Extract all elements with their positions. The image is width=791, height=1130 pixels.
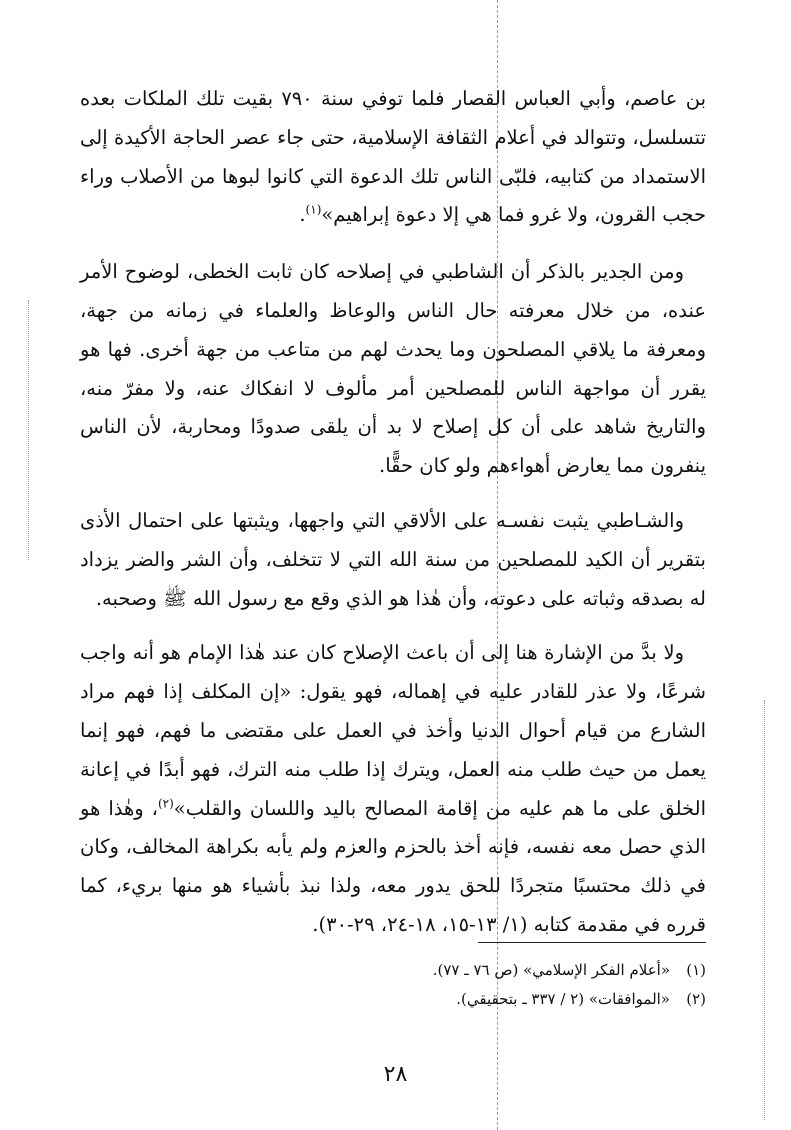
footnote-number: (٢) [686, 990, 706, 1008]
paragraph-text: والشـاطبي يثبت نفسـه على الألاقي التي واجهها، ويثبتها على احتمال الأذى بتقرير أن الكيد للمصلحين من سنة الله التي لا تتخلف، وأن الشر والضر يزداد له بصدقه وثباته على دعوته، وأن هٰذا هو الذي وقع مع رسول الله ﷺ وصحبه. [80, 508, 706, 610]
paragraph [80, 80, 706, 235]
paragraph-text-tail: . [299, 203, 306, 227]
footnote-reference: (١) [305, 202, 322, 217]
footnote-item [300, 985, 706, 1014]
scan-edge-mark [764, 700, 765, 1120]
body-text [80, 80, 706, 945]
footnote-text: «أعلام الفكر الإسلامي» (ص ٧٦ ـ ٧٧). [432, 961, 670, 979]
paragraph-text: ومن الجدير بالذكر أن الشاطبي في إصلاحه كان ثابت الخطى، لوضوح الأمر عنده، من خلال معرفته حال الناس والوعاظ والعلماء في زمانه من جهة، ومعرفة ما يلاقي المصلحون وما يحدث لهم من متاعب من جهة أخرى. فها هو يقرر أن مواجهة الناس للمصلحين أمر مألوف لا انفكاك عنه، ولا مفرّ منه، والتاريخ شاهد على أن كل إصلاح لا بد أن يلقى صدودًا ومحاربة، لأن الناس ينفرون مما يعارض أهواءهم ولو كان حقًّا. [80, 260, 706, 478]
footnote-item [300, 956, 706, 985]
footnote-reference: (٢) [157, 796, 174, 811]
paragraph [80, 502, 706, 618]
scan-edge-mark [28, 300, 29, 560]
footnotes [300, 956, 706, 1014]
page-number: ٢٨ [383, 1062, 408, 1087]
footnote-separator [478, 942, 706, 943]
footnote-number: (١) [686, 961, 706, 979]
paragraph-text: ولا بدَّ من الإشارة هنا إلى أن باعث الإصلاح كان عند هٰذا الإمام هو أنه واجب شرعًا، ولا عذر للقادر عليه في إهماله، فهو يقول: «إن المكلف إذا فهم مراد الشارع من قيام أحوال الدنيا وأخذ في العمل على مقتضى ما فهم، فهو إنما يعمل من حيث طلب منه العمل، ويترك إذا طلب منه الترك، فهو أبدًا في إعانة الخلق على ما هم عليه من إقامة المصالح باليد واللسان والقلب» [80, 641, 706, 820]
footnote-text: «الموافقات» (٢ / ٣٣٧ ـ بتحقيقي). [456, 990, 670, 1008]
paragraph [80, 634, 706, 944]
paragraph [80, 253, 706, 486]
paragraph-text: بن عاصم، وأبي العباس القصار فلما توفي سنة ٧٩٠ بقيت تلك الملكات بعده تتسلسل، وتتوالد في أعلام الثقافة الإسلامية، حتى جاء عصر الحاجة الأكيدة إلى الاستمداد من كتابيه، فلبّى الناس تلك الدعوة التي كانوا لبوها من الأصلاب وراء حجب القرون، ولا غرو فما هي إلا دعوة إبراهيم» [80, 87, 706, 227]
paragraph-text-tail: ، وهٰذا هو الذي حصل معه نفسه، فإنه أخذ بالحزم والعزم ولم يأبه بكراهة المخالف، وكان في ذلك محتسبًا متجردًا للحق يدور معه، ولذا نبذ بأشياء هو منها بريء، كما قرره في مقدمة كتابه (١/ ١٣-١٥، ١٨-٢٤، ٢٩-٣٠). [80, 796, 706, 936]
